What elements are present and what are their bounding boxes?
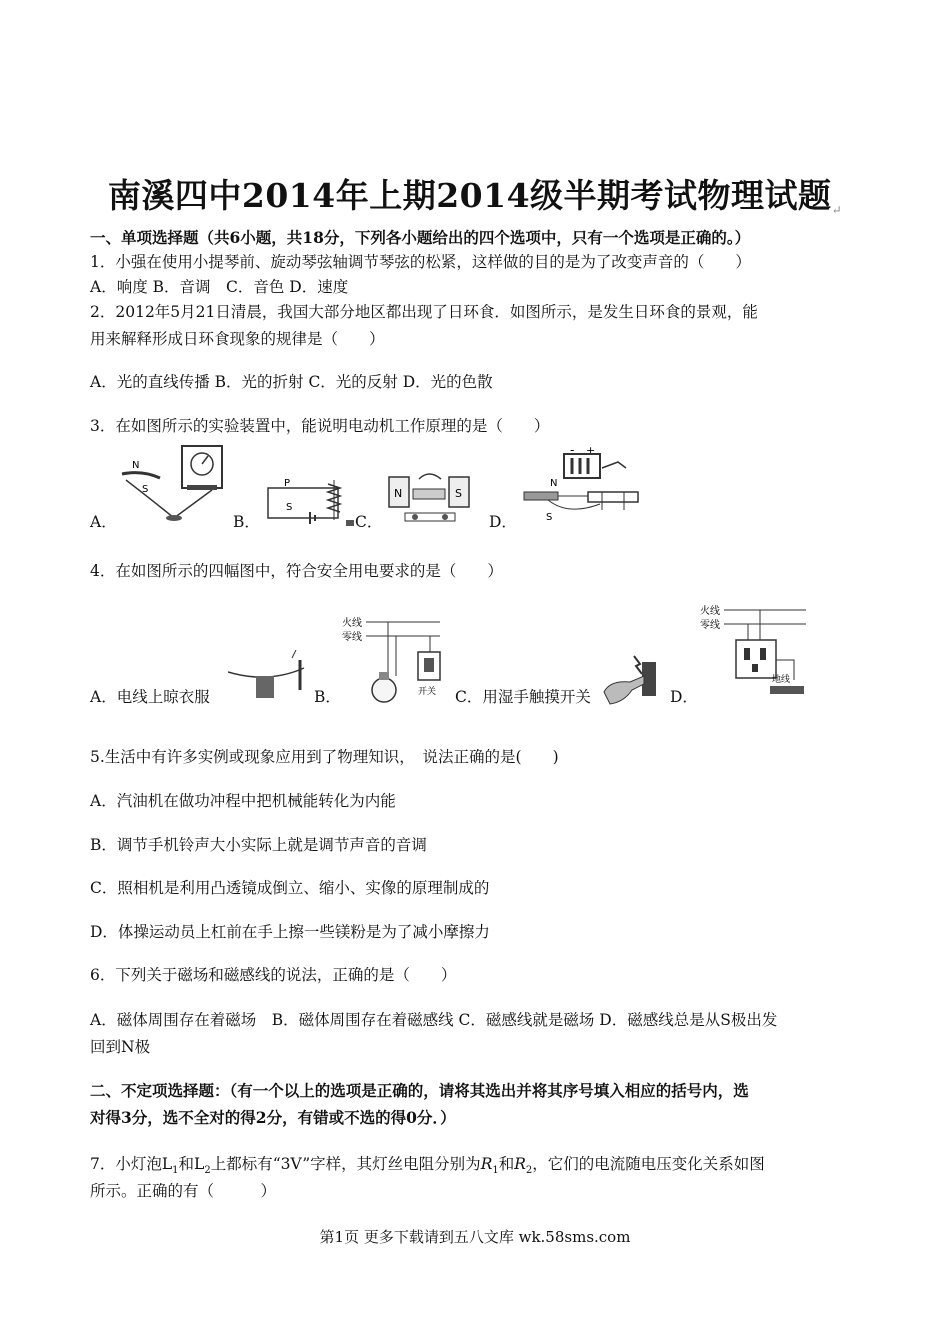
q4-label-c: C．用湿手触摸开关 (455, 688, 591, 706)
q7-text-d: 和 (498, 1155, 515, 1173)
svg-text:P: P (284, 478, 291, 489)
q3-figure-b (262, 470, 357, 530)
q3-label-a: A． (90, 513, 117, 531)
svg-text:S: S (455, 487, 462, 500)
q4-b-switch-label: 开关 (418, 687, 437, 697)
q3-figure-a (112, 440, 232, 525)
q3-figure-d (518, 440, 643, 525)
q4-b-neutral-wire-label: 零线 (342, 632, 362, 643)
q3-label-b: B． (233, 513, 260, 531)
q2-stem-line1: 2．2012年5月21日清晨，我国大部分地区都出现了日环食．如图所示，是发生日环食的景观，能 (90, 303, 758, 321)
q4-figure-c (600, 652, 662, 714)
q2-options: A．光的直线传播 B．光的折射 C．光的反射 D．光的色散 (90, 373, 493, 391)
q4-stem: 4．在如图所示的四幅图中，符合安全用电要求的是（ ） (90, 562, 503, 580)
q7-text-e: ，它们的电流随电压变化关系如图 (532, 1155, 765, 1173)
q1-options: A．响度 B．音调 C．音色 D．速度 (90, 278, 349, 296)
q1-stem: 1．小强在使用小提琴前、旋动琴弦轴调节琴弦的松紧，这样做的目的是为了改变声音的（ ） (90, 253, 751, 271)
q4-d-live-wire-label: 火线 (700, 606, 720, 617)
q5-option-b: B．调节手机铃声大小实际上就是调节声音的音调 (90, 836, 427, 854)
section2-header-line1: 二、不定项选择题：（有一个以上的选项是正确的，请将其选出并将其序号填入相应的括号内，选 (90, 1081, 749, 1100)
q5-option-d: D．体操运动员上杠前在手上擦一些镁粉是为了减小摩擦力 (90, 923, 490, 941)
page-footer: 第1页 更多下载请到五八文库 wk.58sms.com (319, 1228, 631, 1246)
q4-label-a: A．电线上晾衣服 (90, 688, 210, 706)
title-text: 南溪四中2014年上期2014级半期考试物理试题 (107, 176, 832, 215)
q4-label-d: D． (670, 688, 698, 706)
q4-figure-a (228, 650, 308, 710)
q7-text-c: 上都标有“3V”字样，其灯丝电阻分别为 (210, 1155, 481, 1173)
q4-label-b: B． (314, 688, 341, 706)
q7-text-a: 7．小灯泡L (90, 1155, 173, 1173)
q5-stem: 5.生活中有许多实例或现象应用到了物理知识， 说法正确的是( ) (90, 748, 559, 766)
q6-options-line2: 回到N极 (90, 1038, 151, 1056)
q7-r2-sub: 2 (525, 1165, 533, 1177)
svg-text:S: S (142, 484, 149, 495)
svg-text:N: N (394, 487, 403, 500)
q5-option-a: A．汽油机在做功冲程中把机械能转化为内能 (90, 792, 396, 810)
q5-option-c: C．照相机是利用凸透镜成倒立、缩小、实像的原理制成的 (90, 879, 490, 897)
q6-options-line1: A．磁体周围存在着磁场 B．磁体周围存在着磁感线 C．磁感线就是磁场 D．磁感线总是从S极出发 (90, 1011, 778, 1029)
q7-sub-2: 2 (204, 1165, 211, 1177)
svg-text:N: N (550, 478, 558, 489)
q4-b-live-wire-label: 火线 (342, 618, 362, 629)
q4-figure-d (698, 600, 808, 700)
q3-stem: 3．在如图所示的实验装置中，能说明电动机工作原理的是（ ） (90, 417, 550, 435)
q3-label-d: D． (489, 513, 517, 531)
page-title (0, 170, 950, 217)
section1-header: 一、单项选择题（共6小题，共18分，下列各小题给出的四个选项中，只有一个选项是正确的。） (90, 228, 751, 247)
svg-text:-: - (570, 443, 575, 457)
q3-figure-c (385, 465, 480, 525)
q3-label-c: C． (355, 513, 383, 531)
svg-text:+: + (586, 444, 596, 457)
q7-r1: R (480, 1155, 493, 1173)
q4-d-ground-wire-label: 地线 (772, 675, 791, 685)
svg-text:N: N (132, 460, 140, 471)
q7-sub-1: 1 (172, 1165, 179, 1177)
q4-figure-b (340, 612, 445, 712)
q7-r1-sub: 1 (492, 1165, 499, 1177)
q7-stem-line2: 所示。正确的有（ ） (90, 1182, 277, 1200)
q7-text-b: 和L (178, 1155, 205, 1173)
svg-text:S: S (546, 512, 553, 523)
q2-stem-line2: 用来解释形成日环食现象的规律是（ ） (90, 330, 385, 348)
q6-stem: 6．下列关于磁场和磁感线的说法，正确的是（ ） (90, 966, 457, 984)
section2-header-line2: 对得3分，选不全对的得2分，有错或不选的得0分．） (90, 1108, 456, 1127)
q7-r2: R (514, 1155, 526, 1173)
svg-text:S: S (286, 502, 293, 513)
paragraph-mark: ↵ (831, 203, 843, 217)
q4-d-neutral-wire-label: 零线 (700, 620, 720, 631)
